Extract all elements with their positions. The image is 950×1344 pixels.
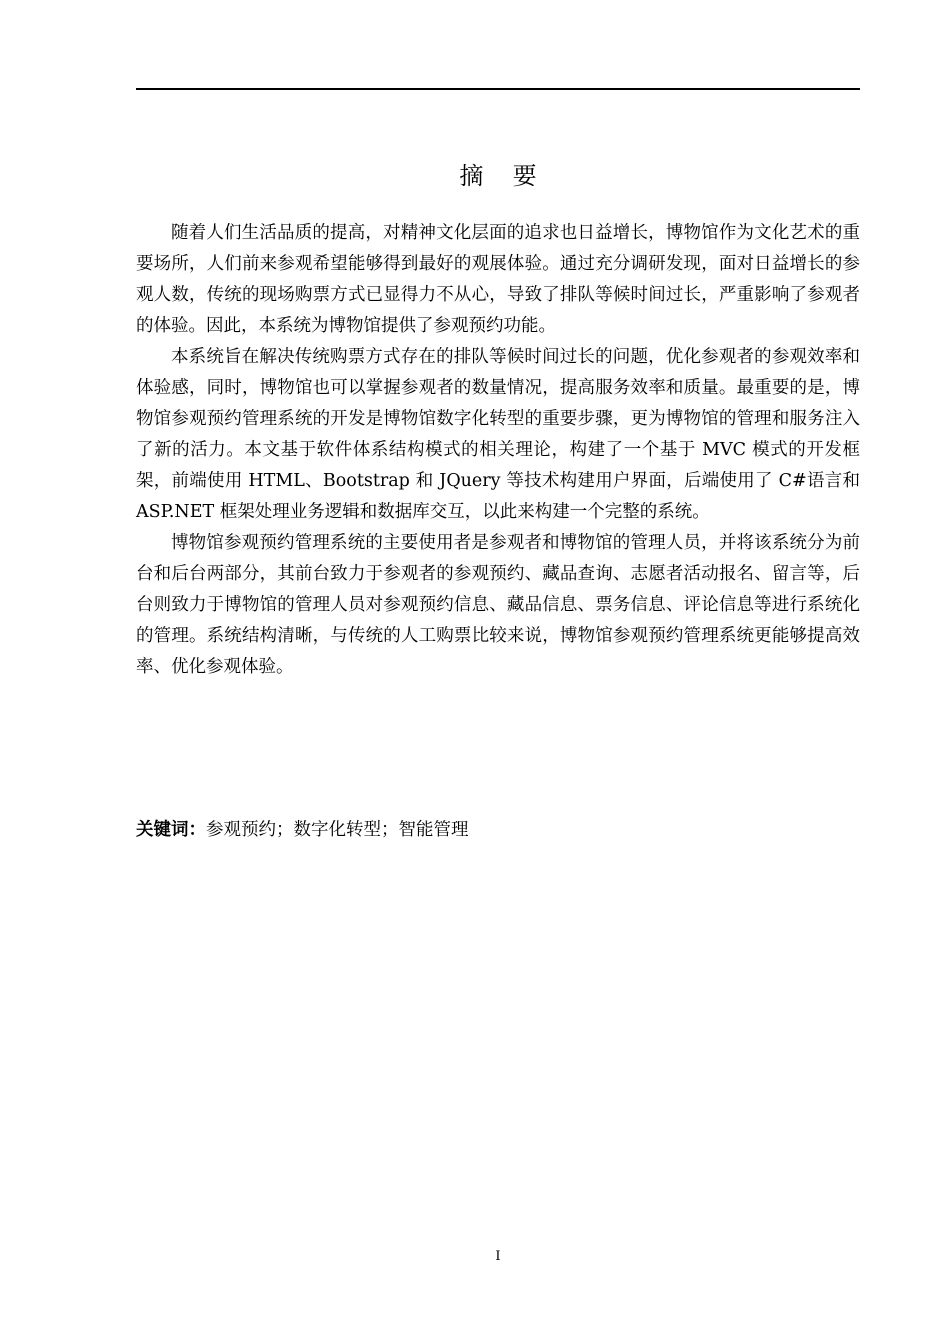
abstract-paragraph-2: 本系统旨在解决传统购票方式存在的排队等候时间过长的问题，优化参观者的参观效率和体验感，同时，博物馆也可以掌握参观者的数量情况，提高服务效率和质量。最重要的是，博物馆参观预约管理系统的开发是博物馆数字化转型的重要步骤，更为博物馆的管理和服务注入了新的活力。本文基于软件体系结构模式的相关理论，构建了一个基于 MVC 模式的开发框架，前端使用 HTML、Bootstrap 和 JQuery 等技术构建用户界面，后端使用了 C#语言和 ASP.NET 框架处理业务逻辑和数据库交互，以此来构建一个完整的系统。 bbox=[136, 347, 860, 522]
page-number: I bbox=[495, 1249, 501, 1264]
header-rule bbox=[136, 88, 860, 90]
keywords-text: 参观预约；数字化转型；智能管理 bbox=[206, 820, 469, 840]
keywords-label: 关键词： bbox=[136, 820, 206, 840]
abstract-paragraph-3: 博物馆参观预约管理系统的主要使用者是参观者和博物馆的管理人员，并将该系统分为前台和后台两部分，其前台致力于参观者的参观预约、藏品查询、志愿者活动报名、留言等，后台则致力于博物馆的管理人员对参观预约信息、藏品信息、票务信息、评论信息等进行系统化的管理。系统结构清晰，与传统的人工购票比较来说，博物馆参观预约管理系统更能够提高效率、优化参观体验。 bbox=[136, 533, 860, 677]
abstract-title: 摘 要 bbox=[459, 162, 548, 190]
abstract-paragraph-1: 随着人们生活品质的提高，对精神文化层面的追求也日益增长，博物馆作为文化艺术的重要场所，人们前来参观希望能够得到最好的观展体验。通过充分调研发现，面对日益增长的参观人数，传统的现场购票方式已显得力不从心，导致了排队等候时间过长，严重影响了参观者的体验。因此，本系统为博物馆提供了参观预约功能。 bbox=[136, 223, 860, 336]
keywords-line bbox=[136, 815, 860, 845]
abstract-body bbox=[136, 218, 860, 683]
